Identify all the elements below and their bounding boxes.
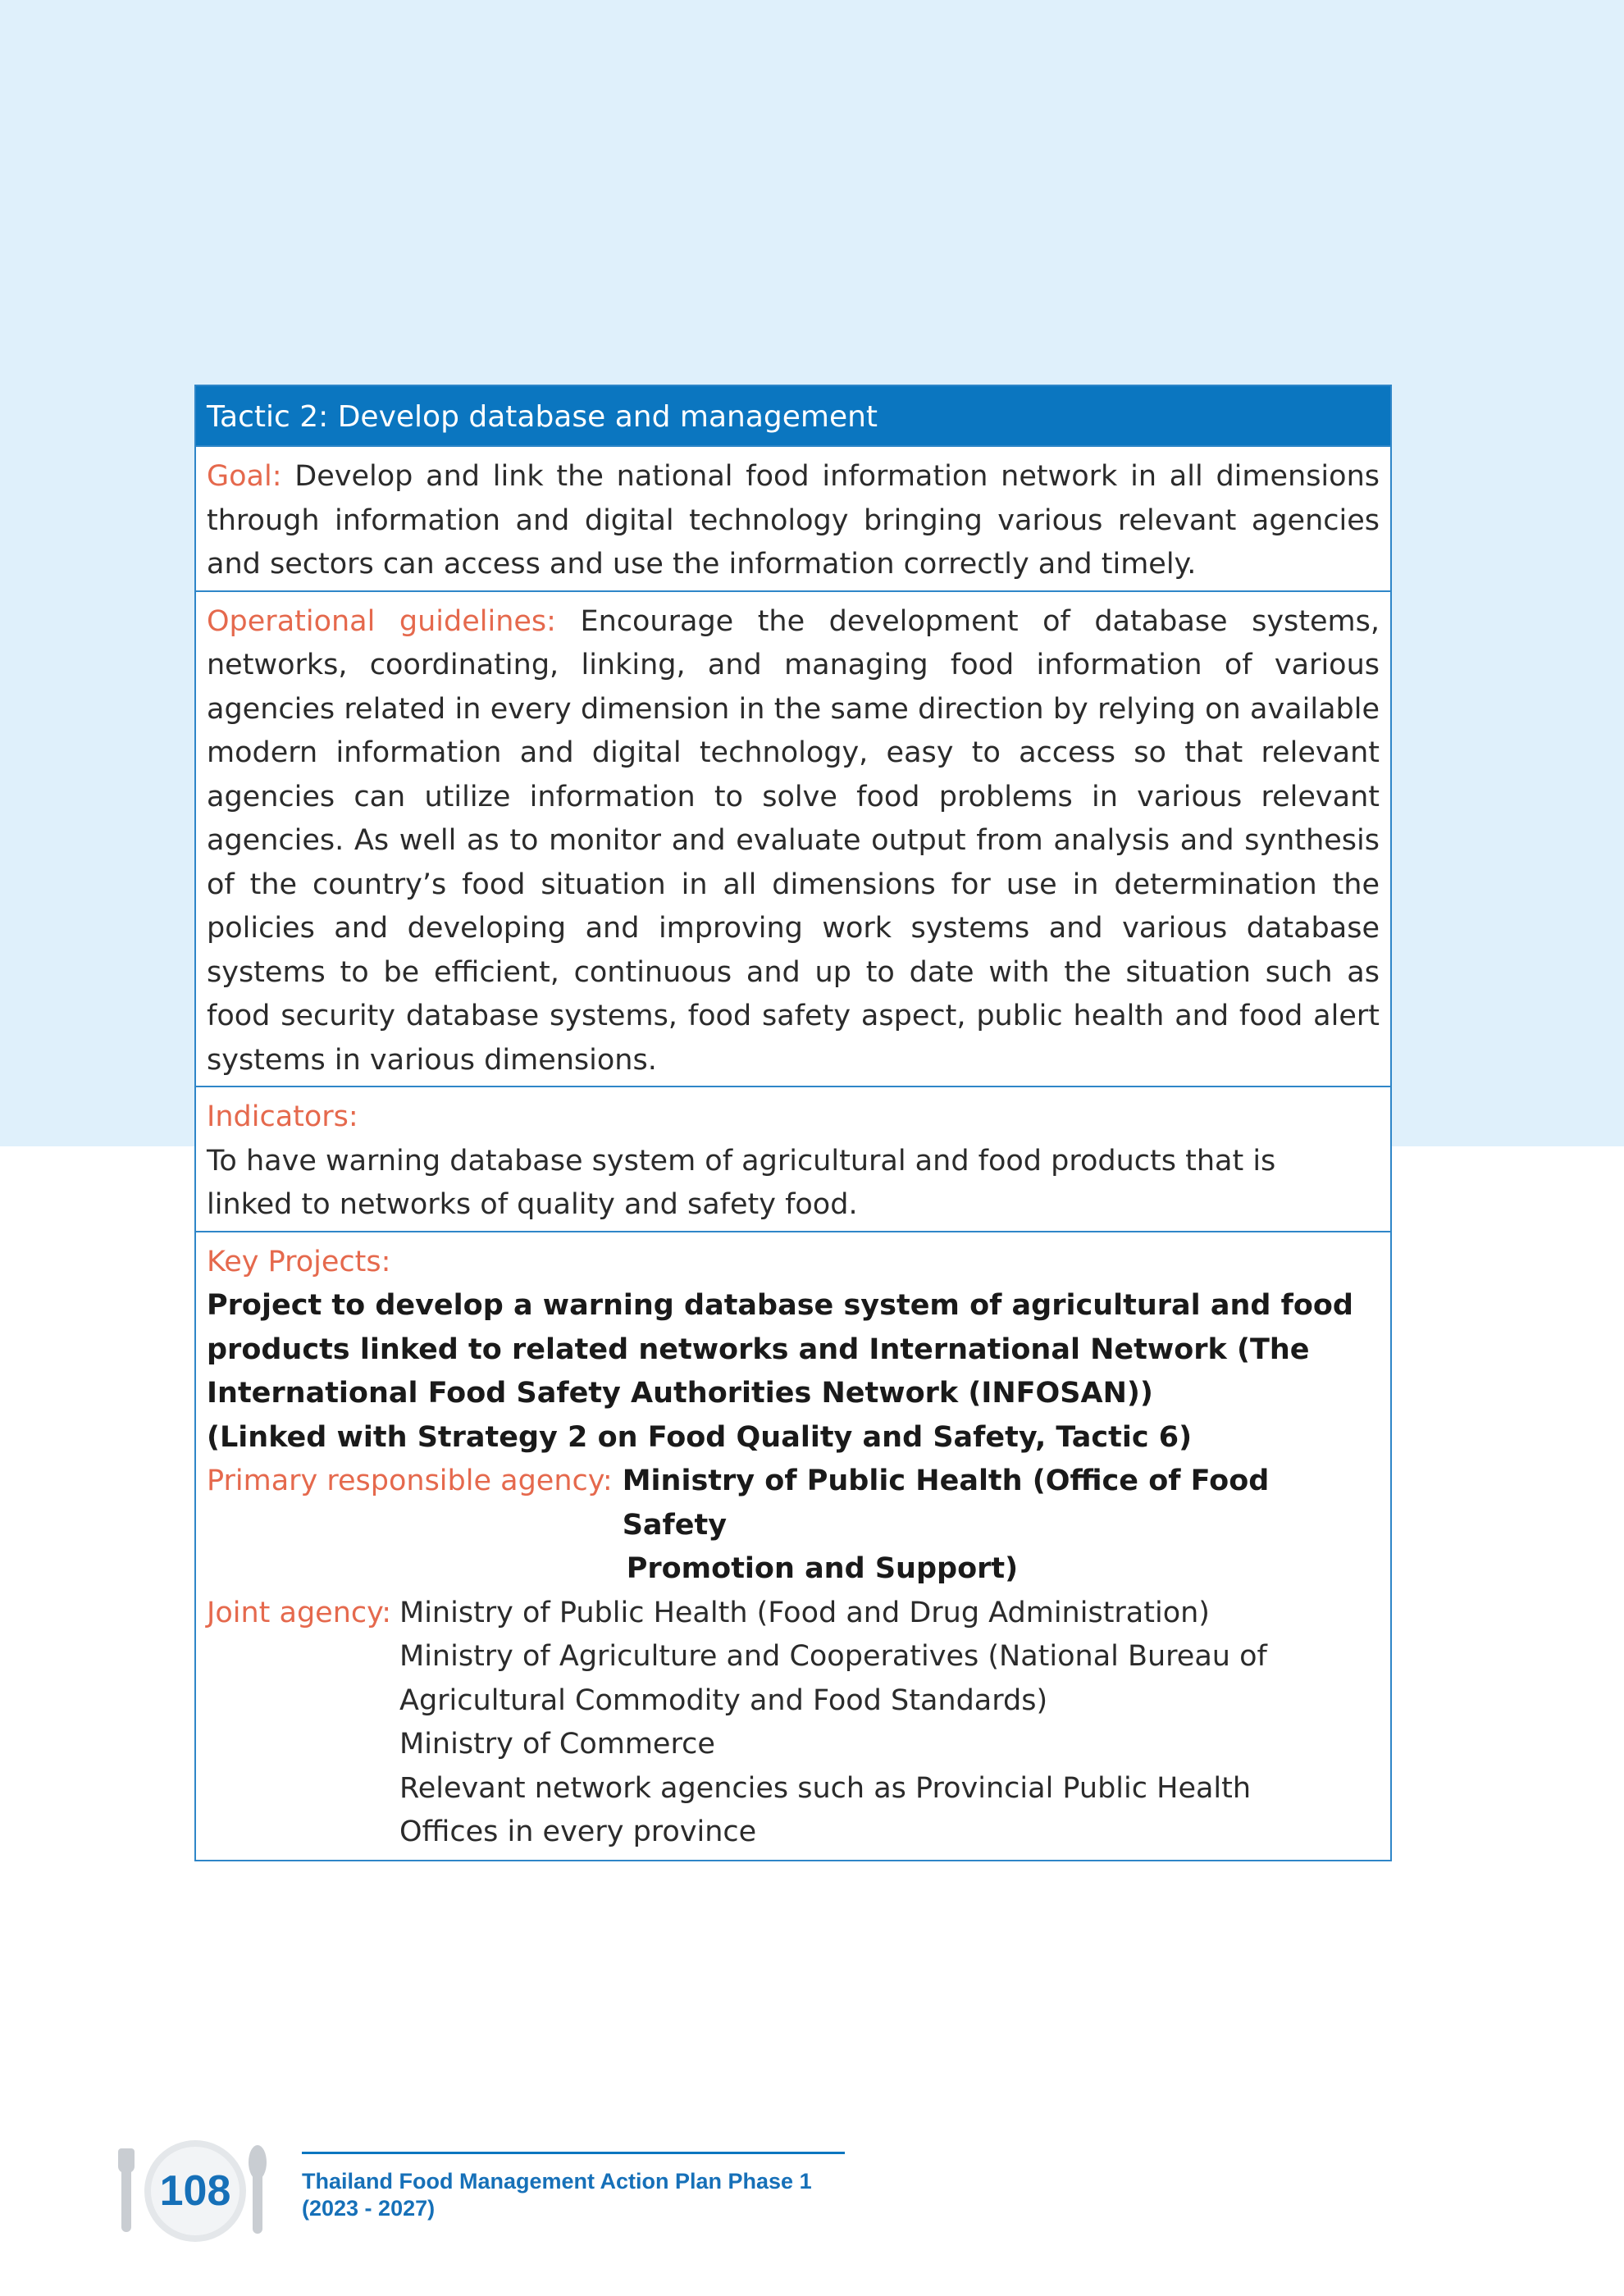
project-link: (Linked with Strategy 2 on Food Quality and Safety, Tactic 6) (207, 1420, 1193, 1454)
guidelines-label: Operational guidelines: (207, 604, 556, 638)
joint-agency-item: Ministry of Agriculture and Cooperatives (National Bureau of Agricultural Commodity and Food Standards) (399, 1640, 1267, 1717)
goal-cell (196, 445, 1390, 590)
key-projects-cell (196, 1231, 1390, 1860)
primary-agency-row (207, 1460, 1380, 1592)
joint-agency-item: Ministry of Commerce (399, 1728, 715, 1761)
primary-agency-line2: Promotion and Support) (626, 1552, 1019, 1585)
goal-label: Goal: (207, 460, 282, 493)
indicators-text: To have warning database system of agricultural and food products that is linked to networks of quality and safety food. (207, 1144, 1276, 1221)
footer-title-line2: (2023 - 2027) (302, 2196, 436, 2221)
joint-agency-item: Ministry of Public Health (Food and Drug Administration) (399, 1596, 1210, 1629)
fork-tines-icon (118, 2148, 135, 2173)
joint-agency-item: Relevant network agencies such as Provincial Public Health Offices in every province (399, 1771, 1252, 1848)
footer-title (302, 2168, 812, 2222)
joint-agency-list (399, 1592, 1380, 1855)
footer-rule (302, 2152, 845, 2154)
indicators-label: Indicators: (207, 1100, 358, 1133)
guidelines-text: Encourage the development of database systems, networks, coordinating, linking, and managing food information of various agencies related in every dimension in the same direction by relying on available modern information and digital technology, easy to access so that relevant agencies can utilize information to solve food problems in various relevant agencies. As well as to monitor and evaluate output from analysis and synthesis of the country’s food situation in all dimensions for use in determination the policies and developing and improving work systems and various database systems to be efficient, continuous and up to date with the situation such as food security database systems, food safety aspect, public health and food alert systems in various dimensions. (207, 604, 1380, 1077)
tactic-table (194, 385, 1392, 1861)
primary-agency-label: Primary responsible agency: (207, 1465, 613, 1497)
spoon-bowl-icon (249, 2145, 267, 2180)
project-name: Project to develop a warning database system of agricultural and food products linked to related networks and International Network (The International Food Safety Authorities Network (INFOSAN)) (207, 1289, 1353, 1410)
joint-agency-row (207, 1592, 1380, 1855)
indicators-cell (196, 1086, 1390, 1231)
tactic-title: Tactic 2: Develop database and management (196, 386, 1390, 445)
primary-agency-line1: Ministry of Public Health (Office of Food Safety (622, 1465, 1270, 1542)
primary-agency-value (613, 1460, 1380, 1592)
page-number: 108 (159, 2167, 231, 2215)
footer-title-line1: Thailand Food Management Action Plan Phase 1 (302, 2169, 812, 2194)
page-footer (115, 2137, 869, 2244)
key-projects-label: Key Projects: (207, 1245, 391, 1278)
guidelines-cell (196, 590, 1390, 1086)
goal-text: Develop and link the national food information network in all dimensions through information and digital technology bringing various relevant agencies and sectors can access and use the information correctly and timely. (207, 460, 1380, 581)
joint-agency-label: Joint agency: (207, 1596, 392, 1629)
